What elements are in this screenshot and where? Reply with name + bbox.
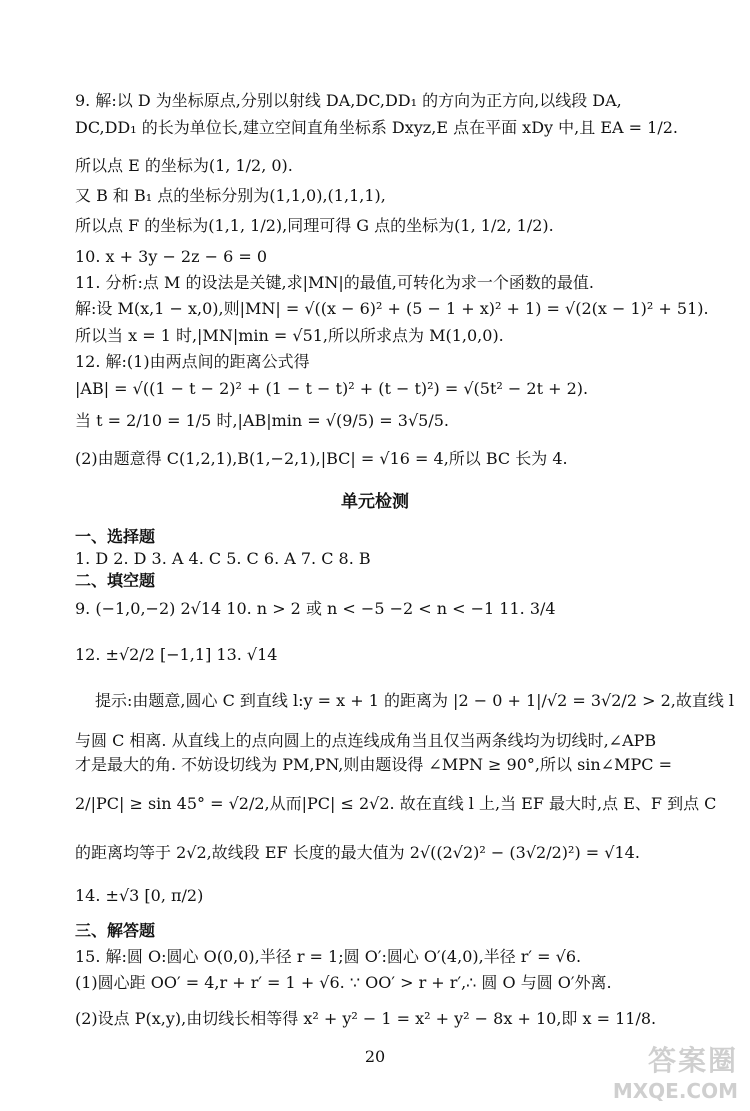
text-line: 的距离均等于 2√2,故线段 EF 长度的最大值为 2√((2√2)² − (3√2/2)²) = √14. (75, 843, 640, 862)
text-line: 15. 解:圆 O:圆心 O(0,0),半径 r = 1;圆 O′:圆心 O′(4,0),半径 r′ = √6. (75, 947, 582, 966)
text-line: 9. 解:以 D 为坐标原点,分别以射线 DA,DC,DD₁ 的方向为正方向,以线段 DA, (75, 91, 622, 110)
watermark-url: MXQE.COM (612, 1079, 738, 1103)
text-line: 12. ±√2/2 [−1,1] 13. √14 (75, 645, 278, 664)
text-line: (2)由题意得 C(1,2,1),B(1,−2,1),|BC| = √16 = 4,所以 BC 长为 4. (75, 449, 568, 468)
subsection-heading: 一、选择题 (75, 527, 156, 546)
text-line: 9. (−1,0,−2) 2√14 10. n > 2 或 n < −5 −2 < n < −1 11. 3/4 (75, 599, 556, 618)
text-line: 才是最大的角. 不妨设切线为 PM,PN,则由题设得 ∠MPN ≥ 90°,所以 sin∠MPC = (75, 755, 672, 774)
text-line: 1. D 2. D 3. A 4. C 5. C 6. A 7. C 8. B (75, 549, 371, 568)
text-line: 又 B 和 B₁ 点的坐标分别为(1,1,0),(1,1,1), (75, 186, 386, 205)
text-line: 12. 解:(1)由两点间的距离公式得 (75, 352, 310, 371)
watermark-logo (613, 1039, 738, 1103)
watermark-text: 答案圈 (647, 1044, 738, 1077)
page-number: 20 (364, 1047, 386, 1066)
text-line: 与圆 C 相离. 从直线上的点向圆上的点连线成角当且仅当两条线均为切线时,∠APB (75, 731, 657, 750)
text-line: (2)设点 P(x,y),由切线长相等得 x² + y² − 1 = x² + y² − 8x + 10,即 x = 11/8. (75, 1009, 657, 1028)
section-title: 单元检测 (341, 492, 409, 512)
text-line: 解:设 M(x,1 − x,0),则|MN| = √((x − 6)² + (5 − 1 + x)² + 1) = √(2(x − 1)² + 51). (75, 299, 709, 318)
text-line: (1)圆心距 OO′ = 4,r + r′ = 1 + √6. ∵ OO′ > r + r′,∴ 圆 O 与圆 O′外离. (75, 973, 612, 992)
text-line: 所以点 E 的坐标为(1, 1/2, 0). (75, 156, 293, 175)
text-line: 2/|PC| ≥ sin 45° = √2/2,从而|PC| ≤ 2√2. 故在直线 l 上,当 EF 最大时,点 E、F 到点 C (75, 794, 717, 813)
text-line: 所以点 F 的坐标为(1,1, 1/2),同理可得 G 点的坐标为(1, 1/2, 1/2). (75, 216, 554, 235)
subsection-heading: 三、解答题 (75, 921, 156, 940)
subsection-heading: 二、填空题 (75, 571, 156, 590)
text-line: 提示:由题意,圆心 C 到直线 l:y = x + 1 的距离为 |2 − 0 + 1|/√2 = 3√2/2 > 2,故直线 l (95, 691, 735, 710)
text-line: 当 t = 2/10 = 1/5 时,|AB|min = √(9/5) = 3√5/5. (75, 411, 450, 430)
text-line: 10. x + 3y − 2z − 6 = 0 (75, 247, 268, 266)
text-line: 所以当 x = 1 时,|MN|min = √51,所以所求点为 M(1,0,0). (75, 326, 504, 345)
text-line: |AB| = √((1 − t − 2)² + (1 − t − t)² + (t − t)²) = √(5t² − 2t + 2). (75, 379, 589, 398)
text-line: 11. 分析:点 M 的设法是关键,求|MN|的最值,可转化为求一个函数的最值. (75, 273, 594, 292)
text-line: 14. ±√3 [0, π/2) (75, 886, 204, 905)
text-line: DC,DD₁ 的长为单位长,建立空间直角坐标系 Dxyz,E 点在平面 xDy 中,且 EA = 1/2. (75, 118, 678, 137)
